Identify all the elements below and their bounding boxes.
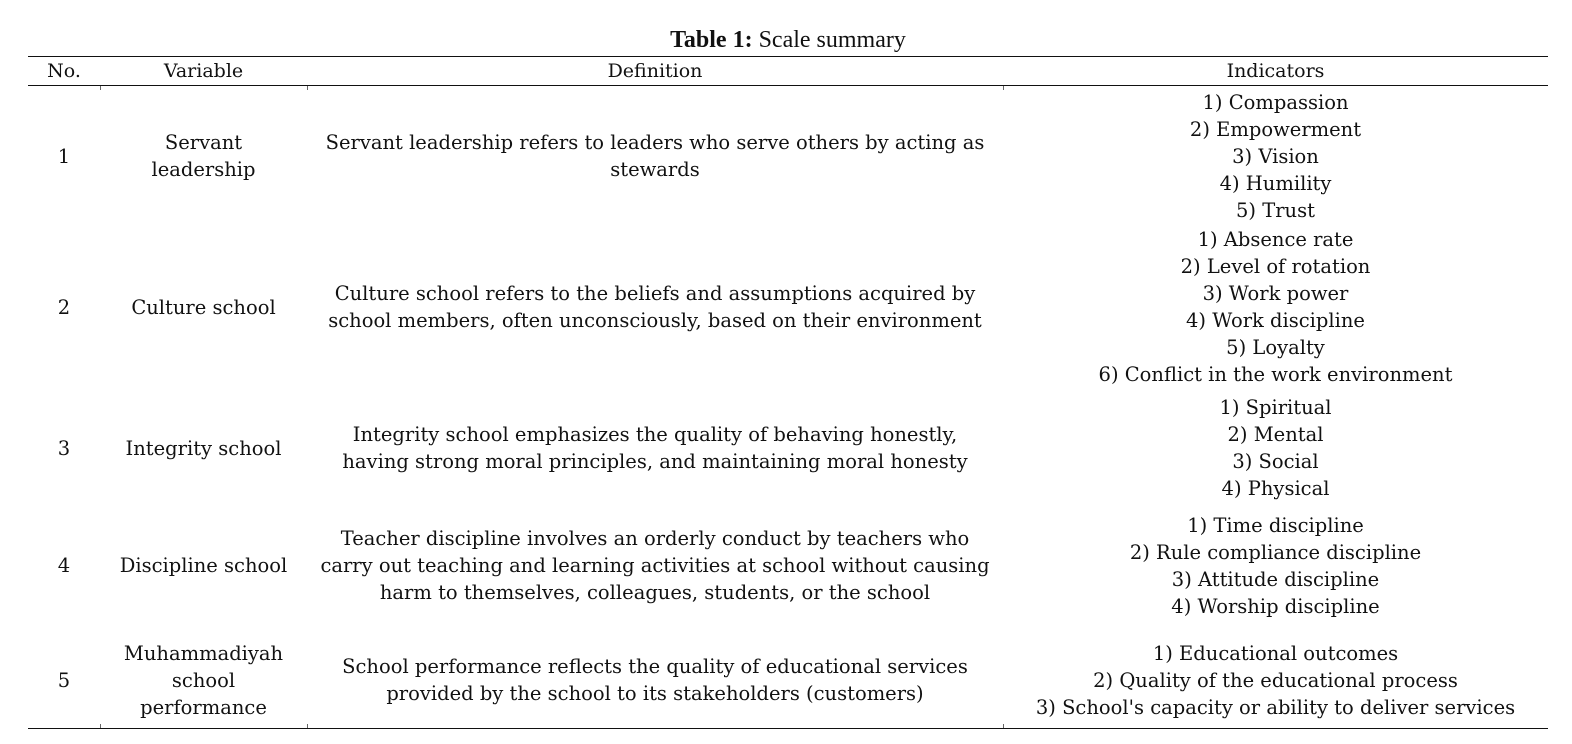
- definition-line: provided by the school to its stakeholders (customers): [386, 682, 924, 705]
- table-caption: [0, 22, 1572, 58]
- definition-cell: [307, 623, 1003, 737]
- indicator-item: 2) Empowerment: [1189, 117, 1362, 141]
- scale-summary-table: [28, 57, 1548, 737]
- indicator-item: 5) Trust: [1236, 198, 1315, 222]
- indicator-list: [1003, 89, 1548, 224]
- header-variable: Variable: [163, 60, 244, 82]
- table-row: [28, 226, 1548, 388]
- variable-line: Servant: [164, 131, 243, 154]
- indicator-item: 1) Absence rate: [1197, 228, 1354, 251]
- header-indicators: Indicators: [1226, 60, 1325, 82]
- table-row: [28, 86, 1548, 226]
- variable-cell: [100, 623, 307, 737]
- variable-line: Culture school: [131, 295, 276, 319]
- definition-line: stewards: [610, 158, 700, 181]
- variable-line: school: [171, 668, 236, 692]
- definition-cell: [307, 86, 1003, 226]
- indicators-cell: [1003, 508, 1548, 623]
- indicator-item: 6) Conflict in the work environment: [1098, 363, 1453, 386]
- indicator-list: [1003, 640, 1548, 721]
- variable-line: Muhammadiyah: [123, 641, 284, 665]
- definition-cell: [307, 226, 1003, 388]
- indicator-item: 4) Physical: [1221, 477, 1330, 500]
- indicator-item: 1) Compassion: [1202, 90, 1349, 114]
- row-number: 2: [57, 295, 71, 319]
- table-header-row: [28, 57, 1548, 86]
- header-no: No.: [47, 60, 81, 82]
- indicator-item: 1) Time discipline: [1187, 513, 1364, 537]
- row-number: 4: [57, 554, 71, 577]
- indicator-item: 3) Work power: [1202, 282, 1349, 305]
- indicators-cell: [1003, 623, 1548, 737]
- definition-line: harm to themselves, colleagues, students, or the school: [379, 581, 931, 604]
- definition-line: having strong moral principles, and maintaining moral honesty: [342, 450, 968, 473]
- definition-line: Teacher discipline involves an orderly conduct by teachers who: [340, 527, 970, 550]
- row-number: 1: [57, 144, 71, 168]
- indicator-item: 4) Worship discipline: [1171, 594, 1380, 618]
- table-row: [28, 508, 1548, 623]
- indicator-item: 2) Quality of the educational process: [1093, 668, 1458, 692]
- definition-line: school members, often unconsciously, based on their environment: [328, 309, 982, 332]
- indicator-item: 3) Vision: [1232, 144, 1319, 168]
- row-number: 5: [57, 668, 71, 692]
- variable-line: performance: [140, 695, 267, 719]
- indicator-item: 4) Work discipline: [1186, 309, 1365, 332]
- variable-cell: [100, 508, 307, 623]
- variable-line: leadership: [151, 158, 256, 181]
- table-caption-label: Table 1:: [670, 27, 753, 53]
- variable-line: Discipline school: [119, 554, 288, 577]
- indicators-cell: [1003, 86, 1548, 226]
- indicator-item: 4) Humility: [1219, 171, 1332, 195]
- indicator-list: [1003, 226, 1548, 388]
- indicators-cell: [1003, 226, 1548, 388]
- indicators-cell: [1003, 388, 1548, 508]
- variable-line: Integrity school: [125, 436, 282, 460]
- header-definition: Definition: [607, 60, 703, 82]
- table-caption-title: Scale summary: [758, 27, 906, 53]
- definition-line: Servant leadership refers to leaders who serve others by acting as: [325, 131, 985, 154]
- definition-line: Integrity school emphasizes the quality of behaving honestly,: [352, 423, 958, 446]
- row-number: 3: [57, 436, 71, 460]
- indicator-list: [1003, 512, 1548, 620]
- indicator-item: 2) Rule compliance discipline: [1129, 540, 1422, 564]
- definition-cell: [307, 508, 1003, 623]
- definition-line: School performance reflects the quality of educational services: [342, 655, 968, 678]
- indicator-item: 1) Spiritual: [1219, 396, 1332, 419]
- table-row: [28, 623, 1548, 737]
- indicator-list: [1003, 394, 1548, 502]
- variable-cell: [100, 86, 307, 226]
- variable-cell: [100, 388, 307, 508]
- variable-cell: [100, 226, 307, 388]
- definition-line: Culture school refers to the beliefs and assumptions acquired by: [334, 282, 976, 305]
- indicator-item: 3) Attitude discipline: [1171, 567, 1380, 591]
- indicator-item: 2) Level of rotation: [1180, 255, 1371, 278]
- indicator-item: 3) Social: [1232, 450, 1319, 473]
- table-row: [28, 388, 1548, 508]
- indicator-item: 5) Loyalty: [1226, 336, 1325, 359]
- definition-line: carry out teaching and learning activities at school without causing: [320, 554, 990, 577]
- indicator-item: 2) Mental: [1227, 423, 1324, 446]
- indicator-item: 3) School's capacity or ability to deliver services: [1035, 695, 1516, 719]
- indicator-item: 1) Educational outcomes: [1152, 641, 1399, 665]
- definition-cell: [307, 388, 1003, 508]
